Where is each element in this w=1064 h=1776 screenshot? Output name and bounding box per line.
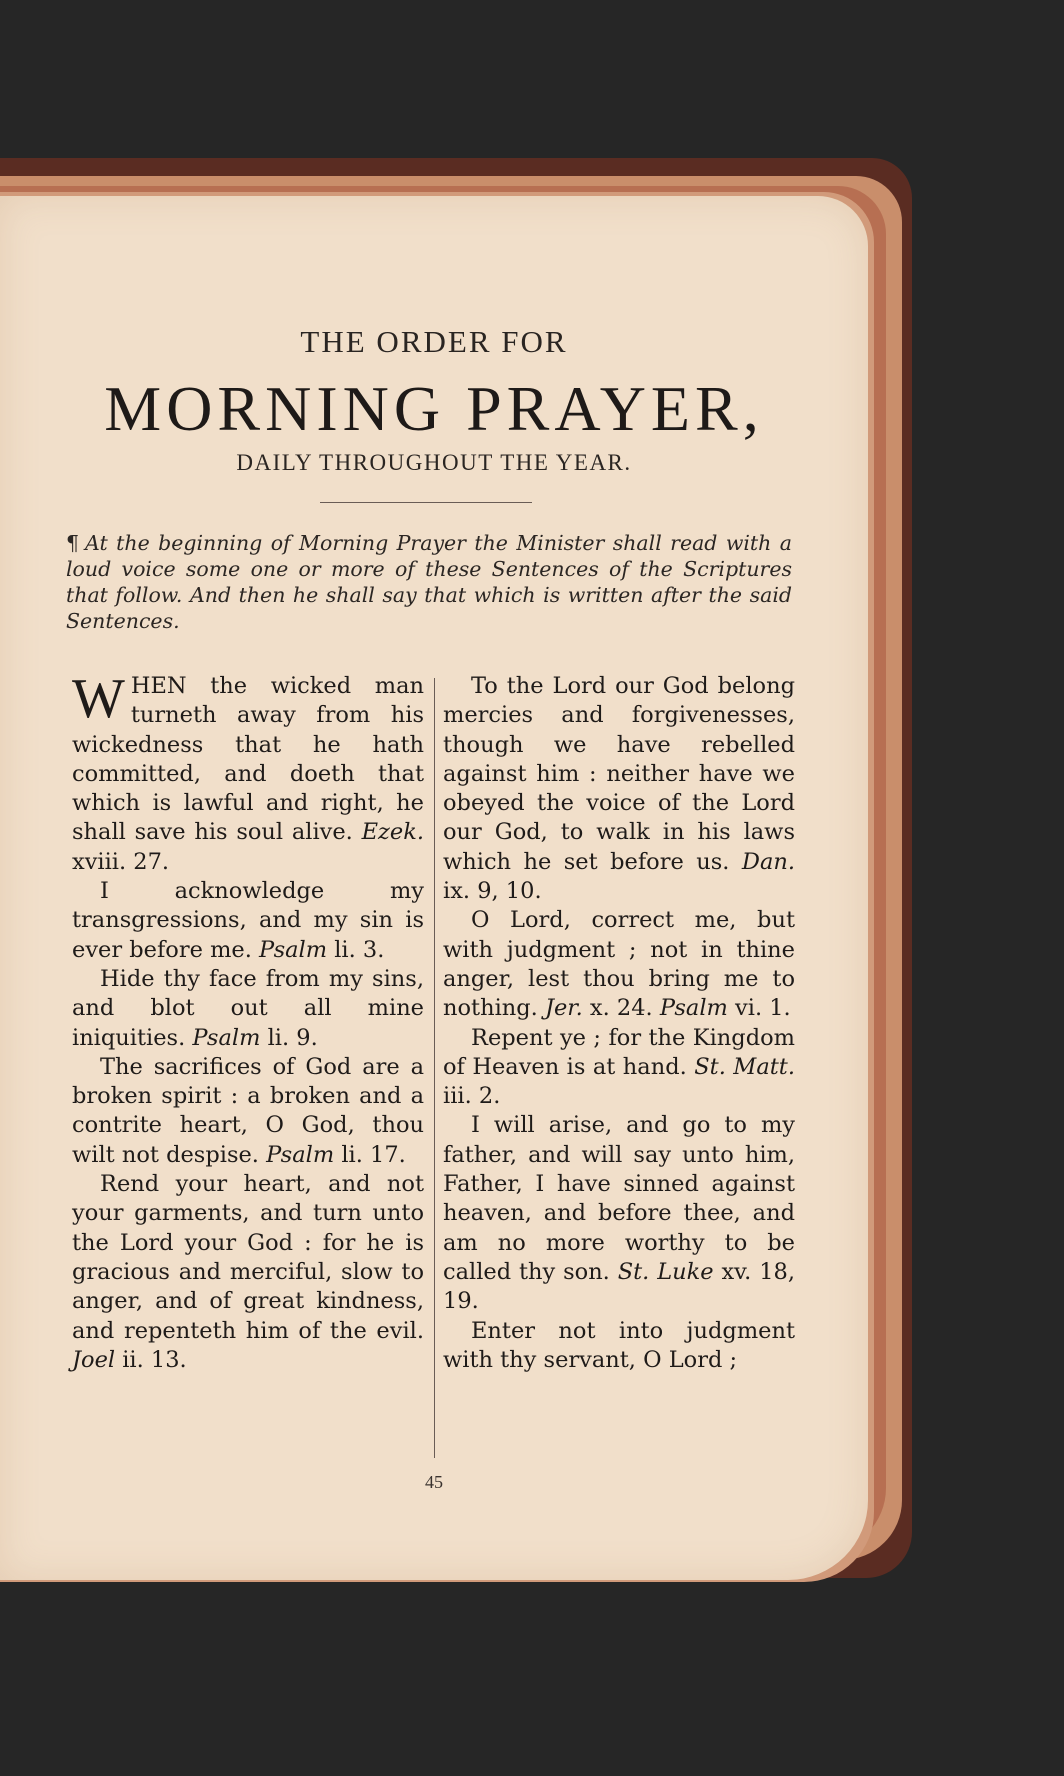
drop-cap: W (72, 668, 125, 730)
sentence-luke: I will arise, and go to my father, and will say unto him, Father, I have sinned against heaven, and before thee, and am no more worthy to be called thy son. St. Luke xv. 18, 19. (443, 1112, 795, 1315)
scripture-ref: Psalm (659, 995, 728, 1022)
scripture-ref: Jer. (544, 995, 583, 1022)
title-divider (320, 502, 532, 503)
sentence-enter-not: Enter not into judgment with thy servant, O Lord ; (443, 1317, 795, 1373)
scripture-ref: Psalm (259, 936, 328, 963)
scripture-ref: Dan. (741, 848, 796, 875)
scripture-ref: Psalm (192, 1024, 261, 1051)
sentence-daniel: To the Lord our God belong mercies and forgivenesses, though we have rebelled against him : neither have we obeyed the voice of the Lord our God, to walk in his laws which he set before us. Dan. ix. 9, 10. (443, 673, 796, 905)
scripture-ref: Psalm (266, 1141, 335, 1168)
sentence-psalm-51-17: The sacrifices of God are a broken spirit : a broken and a contrite heart, O God, thou wilt not despise. Psalm li. 17. (72, 1053, 424, 1168)
book-page (0, 196, 868, 1580)
scripture-ref: Joel (72, 1346, 116, 1373)
sentence-matthew: Repent ye ; for the Kingdom of Heaven is at hand. St. Matt. iii. 2. (443, 1024, 795, 1110)
left-column (72, 668, 424, 1375)
right-column (443, 672, 795, 1375)
page-number: 45 (425, 1472, 443, 1492)
sentence-ezekiel: WHEN the wicked man turneth away from his wickedness that he hath committed, and doeth that which is lawful and right, he shall save his soul alive. Ezek. xviii. 27. (72, 668, 424, 875)
sentence-psalm-51-9: Hide thy face from my sins, and blot out all mine iniquities. Psalm li. 9. (72, 965, 424, 1051)
column-divider (434, 678, 435, 1458)
sentence-psalm-51-3: I acknowledge my transgressions, and my sin is ever before me. Psalm li. 3. (72, 878, 424, 963)
scripture-ref: Ezek. (361, 819, 424, 846)
sentence-joel: Rend your heart, and not your garments, and turn unto the Lord your God : for he is gracious and merciful, slow to anger, and of great kindness, and repenteth him of the evil. Joel ii. 13. (72, 1171, 424, 1373)
heading-small: THE ORDER FOR (300, 324, 568, 359)
rubric (66, 530, 792, 634)
rubric-text: At the beginning of Morning Prayer the Minister shall read with a loud voice some one or more of these Sentences of the Scriptures that follow. And then he shall say that which is written after the said Sentences. (66, 531, 792, 633)
pilcrow-mark: ¶ (66, 531, 80, 555)
scripture-ref: St. Matt. (694, 1053, 795, 1080)
heading-sub: DAILY THROUGHOUT THE YEAR. (236, 450, 632, 475)
sentence-jeremiah: O Lord, correct me, but with judgment ; not in thine anger, lest thou bring me to nothing. Jer. x. 24. Psalm vi. 1. (443, 907, 795, 1022)
page-title: MORNING PRAYER, (104, 373, 764, 444)
scripture-ref: St. Luke (617, 1258, 714, 1285)
